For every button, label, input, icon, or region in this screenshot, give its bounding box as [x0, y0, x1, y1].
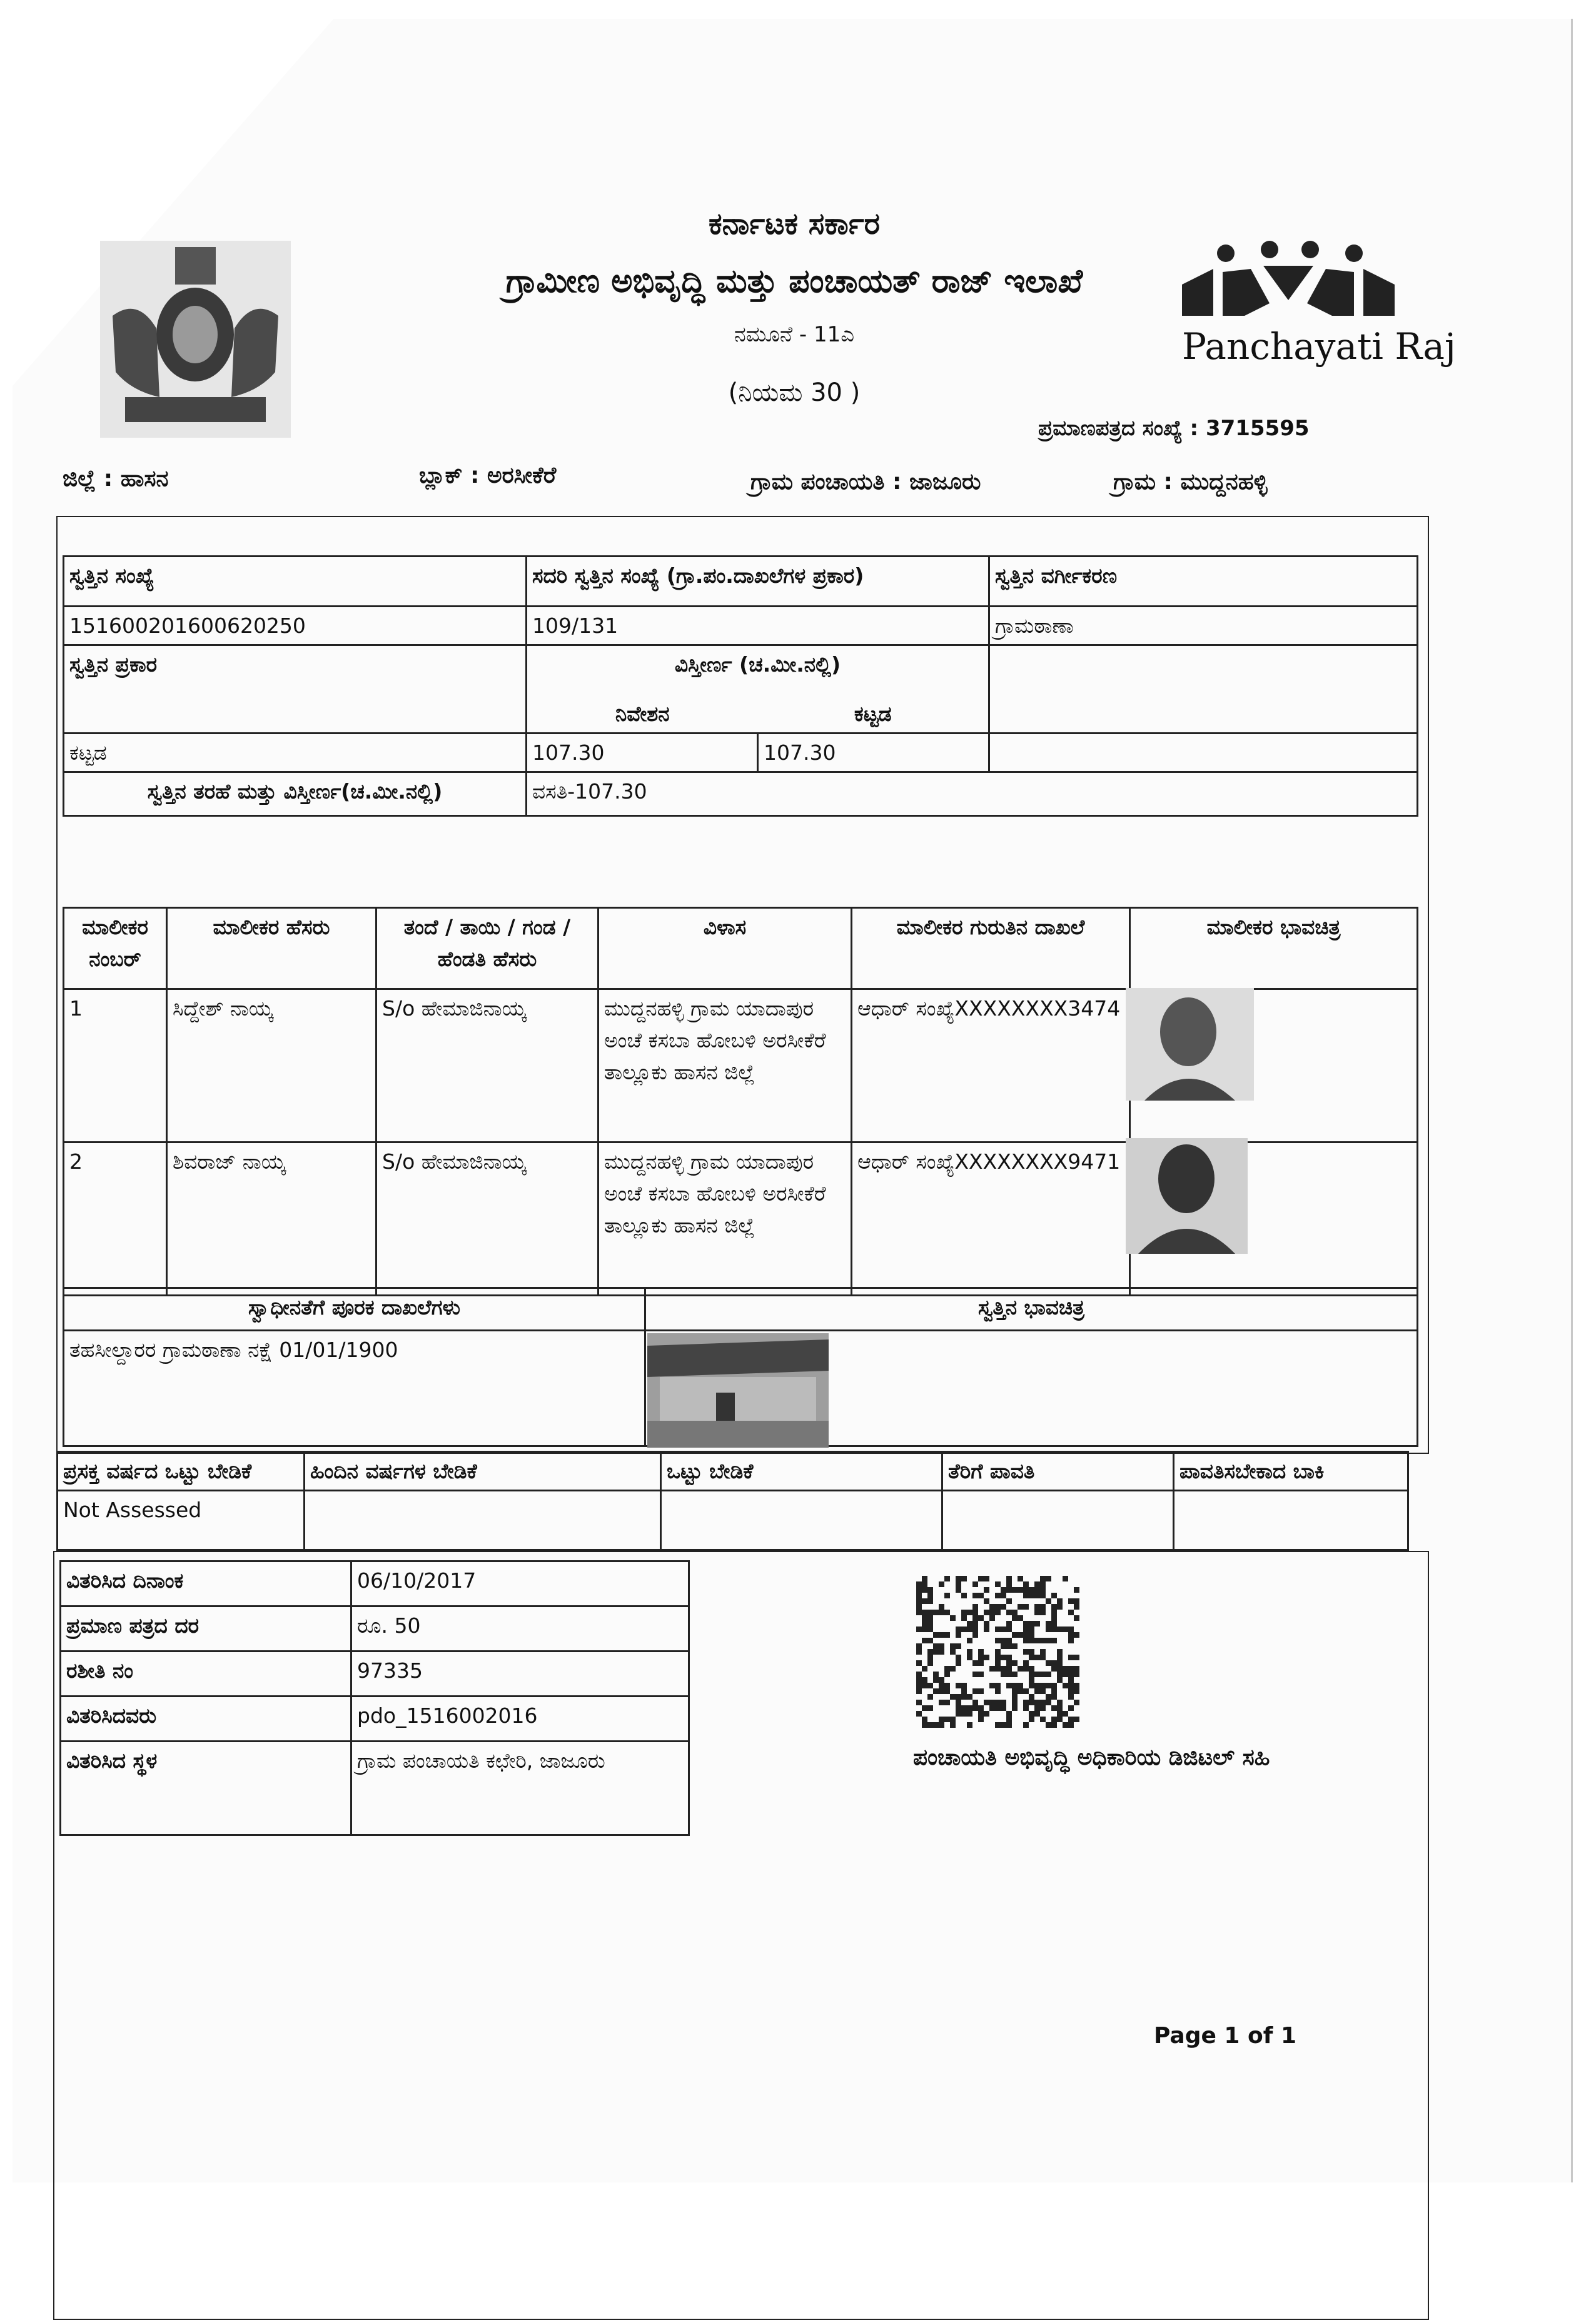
support-docs-header: ಸ್ವಾಧೀನತೆಗೆ ಪೂರಕ ದಾಖಲೆಗಳು: [64, 1288, 645, 1331]
district: ಜಿಲ್ಲೆ : ಹಾಸನ: [63, 466, 169, 492]
owner-name-header: ಮಾಲೀಕರ ಹೆಸರು: [167, 908, 376, 989]
owner-photo: [1126, 1138, 1248, 1254]
gram-panchayat: ಗ್ರಾಮ ಪಂಚಾಯತಿ : ಜಾಜೂರು: [750, 469, 981, 495]
sadari-number-header: ಸದರಿ ಸ್ವತ್ತಿನ ಸಂಖ್ಯೆ (ಗ್ರಾ.ಪಂ.ದಾಖಲೆಗಳ ಪ್ರಕಾರ): [527, 557, 989, 607]
block: ಬ್ಲಾಕ್ : ಅರಸೀಕೆರೆ: [419, 463, 557, 488]
area-header: ವಿಸ್ತೀರ್ಣ (ಚ.ಮೀ.ನಲ್ಲಿ): [527, 645, 989, 695]
previous-demand-header: ಹಿಂದಿನ ವರ್ಷಗಳ ಬೇಡಿಕೆ: [305, 1452, 661, 1491]
issue-date: 06/10/2017: [351, 1561, 689, 1606]
property-type: ಕಟ್ಟಡ: [64, 733, 527, 772]
form-number: ನಮೂನೆ - 11ಎ: [734, 322, 855, 347]
receipt-number-label: ರಶೀತಿ ನಂ: [61, 1652, 351, 1697]
balance: [1174, 1491, 1408, 1550]
classification-header: ಸ್ವತ್ತಿನ ವರ್ಗೀಕರಣ: [989, 557, 1418, 607]
property-photo-header: ಸ್ವತ್ತಿನ ಭಾವಚಿತ್ರ: [645, 1288, 1418, 1331]
owner-id: ಆಧಾರ್ ಸಂಖ್ಯೆXXXXXXXX3474: [852, 989, 1130, 1142]
sadari-number: 109/131: [527, 607, 989, 645]
logo-text: Panchayati Raj: [1182, 325, 1456, 368]
building-area-header: ಕಟ್ಟಡ: [758, 695, 989, 734]
previous-demand: [305, 1491, 661, 1550]
panchayati-raj-logo-icon: [1176, 241, 1401, 325]
qr-code-icon: [916, 1576, 1082, 1729]
village: ಗ್ರಾಮ : ಮುದ್ದನಹಳ್ಳಿ: [1113, 469, 1268, 495]
nature-header: ಸ್ವತ್ತಿನ ತರಹೆ ಮತ್ತು ವಿಸ್ತೀರ್ಣ(ಚ.ಮೀ.ನಲ್ಲಿ): [64, 772, 527, 815]
total-demand-header: ಒಟ್ಟು ಬೇಡಿಕೆ: [661, 1452, 942, 1491]
site-area: 107.30: [527, 733, 758, 772]
karnataka-emblem-icon: [100, 241, 291, 438]
receipt-number: 97335: [351, 1652, 689, 1697]
parent-name-header: ತಂದೆ / ತಾಯಿ / ಗಂಡ / ಹೆಂಡತಿ ಹೆಸರು: [376, 908, 598, 989]
owner-name: ಸಿದ್ದೇಶ್ ನಾಯ್ಕ: [167, 989, 376, 1142]
issue-date-label: ವಿತರಿಸಿದ ದಿನಾಂಕ: [61, 1561, 351, 1606]
tax-table: [56, 1451, 1409, 1551]
owner-number: 2: [64, 1142, 167, 1296]
issued-by: pdo_1516002016: [351, 1697, 689, 1742]
page-number: Page 1 of 1: [1154, 2023, 1296, 2049]
parent-name: S/o ಹೇಮಾಜಿನಾಯ್ಕ: [376, 1142, 598, 1296]
issue-place: ಗ್ರಾಮ ಪಂಚಾಯತಿ ಕಛೇರಿ, ಜಾಜೂರು: [351, 1742, 689, 1835]
classification: ಗ್ರಾಮಠಾಣಾ: [989, 607, 1418, 645]
tax-paid-header: ತೆರಿಗೆ ಪಾವತಿ: [942, 1452, 1174, 1491]
nature-value: ವಸತಿ-107.30: [527, 772, 1418, 815]
government-title: ಕರ್ನಾಟಕ ಸರ್ಕಾರ: [708, 206, 881, 241]
property-number: 151600201600620250: [64, 607, 527, 645]
support-docs: ತಹಸೀಲ್ದಾರರ ಗ್ರಾಮಠಾಣಾ ನಕ್ಷೆ 01/01/1900: [64, 1331, 645, 1446]
certificate-fee-label: ಪ್ರಮಾಣ ಪತ್ರದ ದರ: [61, 1606, 351, 1652]
issue-place-label: ವಿತರಿಸಿದ ಸ್ಥಳ: [61, 1742, 351, 1835]
empty-cell: [989, 733, 1418, 772]
address-header: ವಿಳಾಸ: [598, 908, 852, 989]
signature-caption: ಪಂಚಾಯತಿ ಅಭಿವೃದ್ಧಿ ಅಧಿಕಾರಿಯ ಡಿಜಿಟಲ್ ಸಹಿ: [913, 1745, 1270, 1770]
current-demand-header: ಪ್ರಸಕ್ತ ವರ್ಷದ ಒಟ್ಟು ಬೇಡಿಕೆ: [58, 1452, 305, 1491]
department-title: ಗ್ರಾಮೀಣ ಅಭಿವೃದ್ಧಿ ಮತ್ತು ಪಂಚಾಯತ್ ರಾಜ್ ಇಲಾಖೆ: [505, 263, 1083, 300]
owner-id: ಆಧಾರ್ ಸಂಖ್ಯೆXXXXXXXX9471: [852, 1142, 1130, 1296]
owner-name: ಶಿವರಾಜ್ ನಾಯ್ಕ: [167, 1142, 376, 1296]
rule-number: (ನಿಯಮ 30 ): [728, 378, 861, 407]
site-area-header: ನಿವೇಶನ: [527, 695, 758, 734]
owner-photo: [1126, 988, 1254, 1101]
property-number-header: ಸ್ವತ್ತಿನ ಸಂಖ್ಯೆ: [64, 557, 527, 607]
owner-address: ಮುದ್ದನಹಳ್ಳಿ ಗ್ರಾಮ ಯಾದಾಪುರ ಅಂಚೆ ಕಸಬಾ ಹೋಬಳಿ ಅರಸೀಕೆರೆ ತಾಲ್ಲೂಕು ಹಾಸನ ಜಿಲ್ಲೆ: [598, 989, 852, 1142]
parent-name: S/o ಹೇಮಾಜಿನಾಯ್ಕ: [376, 989, 598, 1142]
property-photo: [647, 1333, 829, 1448]
building-area: 107.30: [758, 733, 989, 772]
balance-header: ಪಾವತಿಸಬೇಕಾದ ಬಾಕಿ: [1174, 1452, 1408, 1491]
total-demand: [661, 1491, 942, 1550]
owner-number-header: ಮಾಲೀಕರ ನಂಬರ್: [64, 908, 167, 989]
empty-cell: [989, 645, 1418, 734]
property-table: [63, 555, 1418, 817]
certificate-number: ಪ್ರಮಾಣಪತ್ರದ ಸಂಖ್ಯೆ : 3715595: [1038, 416, 1310, 441]
current-demand: Not Assessed: [58, 1491, 305, 1550]
owner-number: 1: [64, 989, 167, 1142]
issued-by-label: ವಿತರಿಸಿದವರು: [61, 1697, 351, 1742]
issue-details-table: [59, 1560, 690, 1836]
owner-photo-header: ಮಾಲೀಕರ ಭಾವಚಿತ್ರ: [1130, 908, 1418, 989]
id-document-header: ಮಾಲೀಕರ ಗುರುತಿನ ದಾಖಲೆ: [852, 908, 1130, 989]
owner-address: ಮುದ್ದನಹಳ್ಳಿ ಗ್ರಾಮ ಯಾದಾಪುರ ಅಂಚೆ ಕಸಬಾ ಹೋಬಳಿ ಅರಸೀಕೆರೆ ತಾಲ್ಲೂಕು ಹಾಸನ ಜಿಲ್ಲೆ: [598, 1142, 852, 1296]
certificate-fee: ರೂ. 50: [351, 1606, 689, 1652]
tax-paid: [942, 1491, 1174, 1550]
property-type-header: ಸ್ವತ್ತಿನ ಪ್ರಕಾರ: [64, 645, 527, 734]
